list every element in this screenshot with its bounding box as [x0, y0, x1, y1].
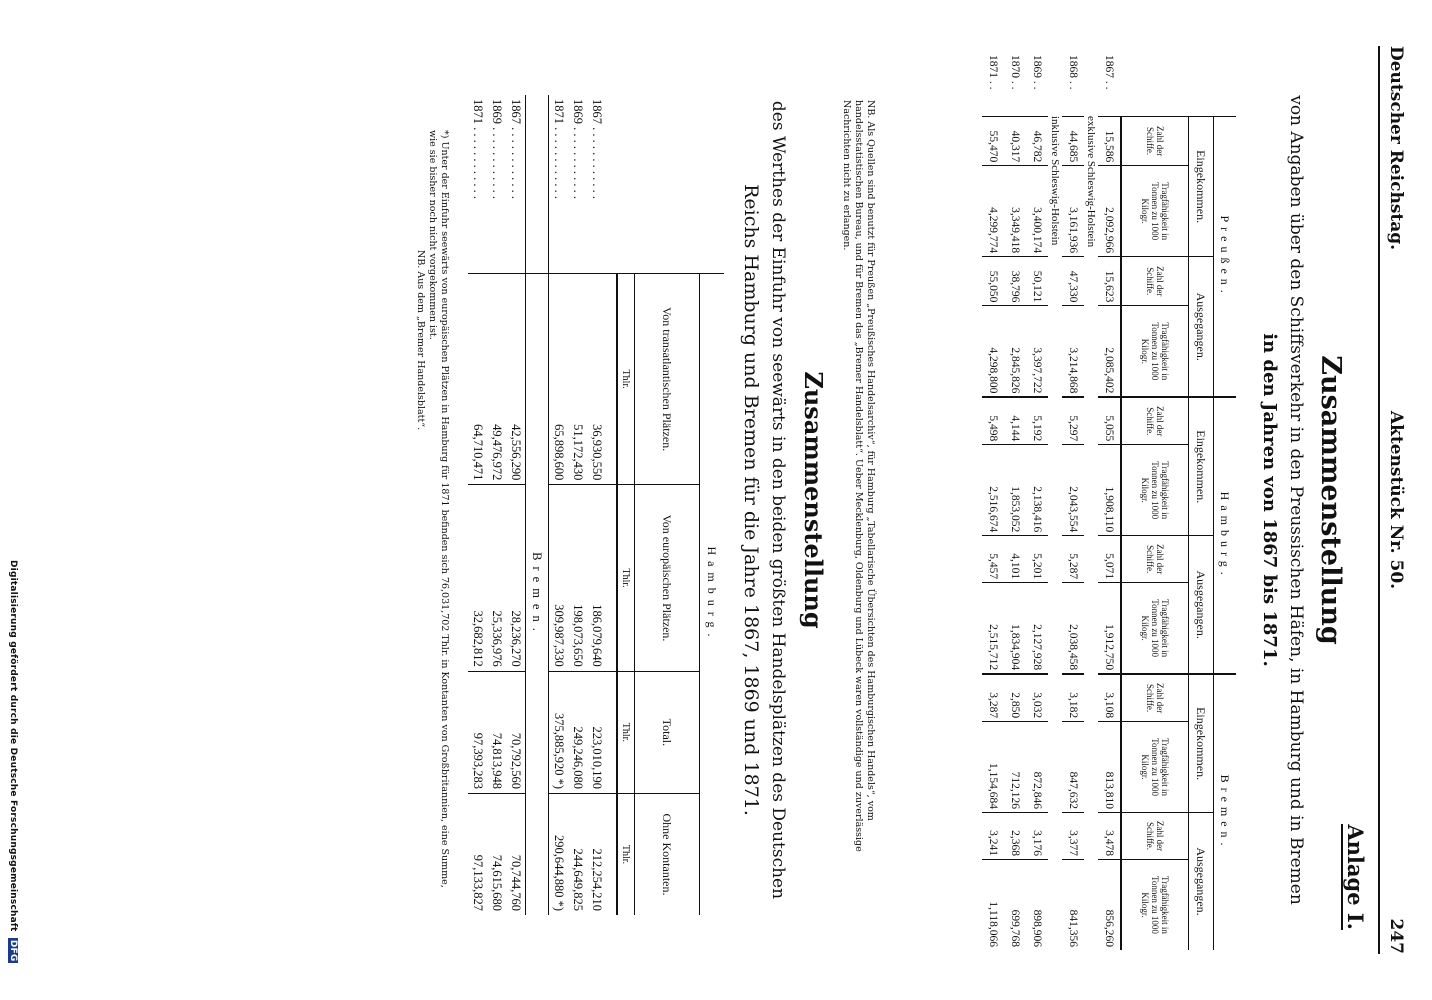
cell: 1,908,110	[1098, 445, 1121, 536]
cell: 699,768	[1004, 859, 1026, 950]
table1-subtitle2: in den Jahren von 1867 bis 1871.	[1259, 333, 1280, 667]
cell: 2,850	[1004, 674, 1026, 721]
col-ships: Zahl der Schiffe.	[1121, 117, 1189, 166]
col-transatlantic: Von transatlantischen Plätzen.	[635, 274, 700, 485]
cell: 847,632	[1062, 722, 1084, 813]
cell: 4,144	[1004, 397, 1026, 444]
cell: 3,287	[982, 674, 1004, 721]
cell: 2,127,928	[1026, 583, 1048, 674]
table-row	[549, 95, 569, 915]
row-year: 1867 . . . . . . . . . . . .	[590, 99, 604, 199]
table-row	[468, 95, 487, 915]
dir-in: Eingekommen.	[1189, 397, 1214, 535]
cell: 186,079,640	[587, 485, 606, 671]
cell: 97,393,283	[468, 671, 487, 793]
dir-out: Ausgegangen.	[1189, 257, 1214, 398]
row-year: 1867 . .	[1103, 55, 1116, 90]
table-row	[487, 95, 506, 915]
col-european: Von europäischen Plätzen.	[635, 485, 700, 671]
port-bremen: Bremen.	[1214, 674, 1237, 950]
cell: 3,214,868	[1062, 306, 1084, 397]
unit-label: Thlr.	[617, 274, 635, 485]
table-row	[587, 95, 606, 915]
cell: 3,377	[1062, 813, 1084, 860]
spacer-row	[606, 95, 617, 915]
cell: 5,287	[1062, 536, 1084, 583]
cell: 44,685	[1062, 117, 1084, 166]
cell: 46,782	[1026, 117, 1048, 166]
cell: 28,236,270	[506, 485, 526, 671]
cell: 244,649,825	[568, 793, 587, 915]
row-year: 1869 . . . . . . . . . . . .	[490, 99, 504, 199]
table-row	[1004, 52, 1026, 950]
cell: 4,298,800	[982, 306, 1004, 397]
cell: 70,792,560	[506, 671, 526, 793]
year-header	[617, 95, 724, 274]
cell: 3,397,722	[1026, 306, 1048, 397]
unit-label: Thlr.	[617, 485, 635, 671]
table-row	[506, 95, 526, 915]
table2-subtitle2: Reichs Hamburg und Bremen für die Jahre 1867, 1869 und 1871.	[740, 184, 762, 816]
cell: 3,161,936	[1062, 166, 1084, 257]
cell: 5,055	[1098, 397, 1121, 444]
col-tonnage: Tragfähigkeit in Tonnen zu 1000 Kilogr.	[1121, 445, 1189, 536]
table-row	[982, 52, 1004, 950]
cell: 97,133,827	[468, 793, 487, 915]
cell: 712,126	[1004, 722, 1026, 813]
row-year: 1871 . . . . . . . . . . . .	[552, 99, 566, 199]
col-without-cash: Ohne Kontanten.	[635, 793, 700, 915]
footnote-source: NB. Aus dem „Bremer Handelsblatt“.	[415, 250, 426, 431]
col-ships: Zahl der Schiffe.	[1121, 257, 1189, 306]
digitization-credit	[8, 560, 18, 963]
footnote	[414, 130, 450, 890]
cell: 49,476,972	[487, 274, 506, 485]
cell: 2,845,826	[1004, 306, 1026, 397]
table2-subtitle: des Werthes der Einfuhr von seewärts in den beiden größten Handelsplätzen des Deutschen	[768, 100, 788, 900]
year-header	[1121, 52, 1236, 117]
anlage-label: Anlage I.	[1343, 824, 1368, 930]
cell: 15,586	[1098, 117, 1121, 166]
cell: 55,470	[982, 117, 1004, 166]
cell: 5,297	[1062, 397, 1084, 444]
running-header	[1378, 46, 1408, 954]
cell: 249,246,080	[568, 671, 587, 793]
header-left: Deutscher Reichstag.	[1386, 46, 1406, 251]
col-ships: Zahl der Schiffe.	[1121, 397, 1189, 444]
cell: 65,898,600	[549, 274, 569, 485]
dir-out: Ausgegangen.	[1189, 813, 1214, 950]
cell: 2,085,402	[1098, 306, 1121, 397]
cell: 15,623	[1098, 257, 1121, 306]
dir-in: Eingekommen.	[1189, 674, 1214, 812]
col-ships: Zahl der Schiffe.	[1121, 536, 1189, 583]
row-year: 1869 . . . . . . . . . . . .	[571, 99, 585, 199]
row-year: 1871 . .	[987, 55, 999, 90]
cell: 3,182	[1062, 674, 1084, 721]
cell: 74,813,948	[487, 671, 506, 793]
cell: 5,192	[1026, 397, 1048, 444]
table1-subtitle: von Angaben über den Schiffsverkehr in den Preussischen Häfen, in Hamburg und in Bremen	[1286, 95, 1306, 905]
cell: 51,172,430	[568, 274, 587, 485]
cell: 4,101	[1004, 536, 1026, 583]
cell: 25,336,976	[487, 485, 506, 671]
unit-label: Thlr.	[617, 793, 635, 915]
cell: 55,050	[982, 257, 1004, 306]
header-center: Aktenstück Nr. 50.	[1386, 410, 1406, 590]
cell: 47,330	[1062, 257, 1084, 306]
cell: 36,930,550	[587, 274, 606, 485]
page-number: 247	[1386, 918, 1406, 954]
table-row	[1026, 52, 1048, 950]
row-year: 1870 . .	[1009, 55, 1021, 90]
footnote-text: *) Unter der Einfuhr seewärts von europäischen Plätzen in Hamburg für 1871 befinden sich 76,031,702 Thlr. in Kontanten von Großbritannien, eine Summe, wie sie bisher noch nicht vorgekommen ist.	[427, 130, 450, 888]
unit-label: Thlr.	[617, 671, 635, 793]
cell: 4,299,774	[982, 166, 1004, 257]
table-row	[1098, 52, 1121, 950]
cell: 5,498	[982, 397, 1004, 444]
city-bremen: Bremen.	[526, 274, 549, 916]
col-ships: Zahl der Schiffe.	[1121, 674, 1189, 721]
cell: 223,010,190	[587, 671, 606, 793]
col-total: Total.	[635, 671, 700, 793]
row-year: 1871 . . . . . . . . . . . .	[471, 99, 485, 199]
cell: 198,073,650	[568, 485, 587, 671]
cell: 3,108	[1098, 674, 1121, 721]
cell: 42,556,290	[506, 274, 526, 485]
cell: 841,356	[1062, 859, 1084, 950]
cell: 2,516,674	[982, 445, 1004, 536]
row-note	[1084, 52, 1098, 950]
col-tonnage: Tragfähigkeit in Tonnen zu 1000 Kilogr.	[1121, 583, 1189, 674]
cell: 3,349,418	[1004, 166, 1026, 257]
col-tonnage: Tragfähigkeit in Tonnen zu 1000 Kilogr.	[1121, 306, 1189, 397]
cell: 2,138,416	[1026, 445, 1048, 536]
port-hamburg: Hamburg.	[1214, 397, 1237, 674]
cell: 290,644,880 *)	[549, 793, 569, 915]
cell: 375,885,920 *)	[549, 671, 569, 793]
cell: 212,254,210	[587, 793, 606, 915]
cell: 1,853,052	[1004, 445, 1026, 536]
table-row	[1062, 52, 1084, 950]
cell: 813,810	[1098, 722, 1121, 813]
cell: 309,987,330	[549, 485, 569, 671]
cell: 1,118,066	[982, 859, 1004, 950]
cell: 2,515,712	[982, 583, 1004, 674]
sources-note: NB. Als Quellen sind benutzt für Preußen „Preußisches Handelsarchiv“, für Hamburg „Tabellarische Übersichten des Hamburgischen Handels“, vom handelsstatistischen Bureau, und für Bremen das „Bremer Handelsblatt“. Ueber Mecklenburg, Oldenburg und Lübeck waren vollständige und zuverlässige Nachrichten nicht zu erlangen.	[841, 100, 876, 852]
dfg-logo: DFG	[8, 939, 18, 962]
cell: 2,368	[1004, 813, 1026, 860]
col-tonnage: Tragfähigkeit in Tonnen zu 1000 Kilogr.	[1121, 722, 1189, 813]
cell: 5,071	[1098, 536, 1121, 583]
table-row	[568, 95, 587, 915]
row-year: 1867 . . . . . . . . . . . .	[509, 99, 523, 199]
city-hamburg: Hamburg.	[700, 274, 725, 916]
digitization-text: Digitalisierung gefördert durch die Deutsche Forschungsgemeinschaft	[8, 560, 18, 932]
cell: 70,744,760	[506, 793, 526, 915]
import-value-table	[468, 95, 724, 915]
cell: 40,317	[1004, 117, 1026, 166]
shipping-table	[982, 52, 1236, 950]
cell: 50,121	[1026, 257, 1048, 306]
cell: 32,682,812	[468, 485, 487, 671]
cell: 2,038,458	[1062, 583, 1084, 674]
cell: 856,260	[1098, 859, 1121, 950]
cell: 898,906	[1026, 859, 1048, 950]
cell: 1,912,750	[1098, 583, 1121, 674]
cell: 74,615,680	[487, 793, 506, 915]
table2-title: Zusammenstellung	[799, 371, 828, 629]
cell: 5,457	[982, 536, 1004, 583]
bremen-heading-row	[526, 95, 549, 915]
cell: 1,834,904	[1004, 583, 1026, 674]
col-tonnage: Tragfähigkeit in Tonnen zu 1000 Kilogr.	[1121, 166, 1189, 257]
cell: 2,043,554	[1062, 445, 1084, 536]
cell: 3,478	[1098, 813, 1121, 860]
cell: 3,032	[1026, 674, 1048, 721]
note-text: exklusive Schleswig-Holstein	[1085, 116, 1097, 248]
cell: 872,846	[1026, 722, 1048, 813]
row-note	[1048, 52, 1062, 950]
row-year: 1868 . .	[1067, 55, 1079, 90]
cell: 64,710,471	[468, 274, 487, 485]
note-text: inklusive Schleswig-Holstein	[1049, 116, 1061, 246]
cell: 3,176	[1026, 813, 1048, 860]
port-preussen: Preußen.	[1214, 117, 1237, 398]
col-ships: Zahl der Schiffe.	[1121, 813, 1189, 860]
table1-title: Zusammenstellung	[1315, 355, 1346, 645]
row-year: 1869 . .	[1031, 55, 1043, 90]
cell: 2,092,966	[1098, 166, 1121, 257]
cell: 3,241	[982, 813, 1004, 860]
col-tonnage: Tragfähigkeit in Tonnen zu 1000 Kilogr.	[1121, 859, 1189, 950]
dir-in: Eingekommen.	[1189, 117, 1214, 257]
cell: 5,201	[1026, 536, 1048, 583]
cell: 3,400,174	[1026, 166, 1048, 257]
dir-out: Ausgegangen.	[1189, 536, 1214, 674]
cell: 38,796	[1004, 257, 1026, 306]
cell: 1,154,684	[982, 722, 1004, 813]
